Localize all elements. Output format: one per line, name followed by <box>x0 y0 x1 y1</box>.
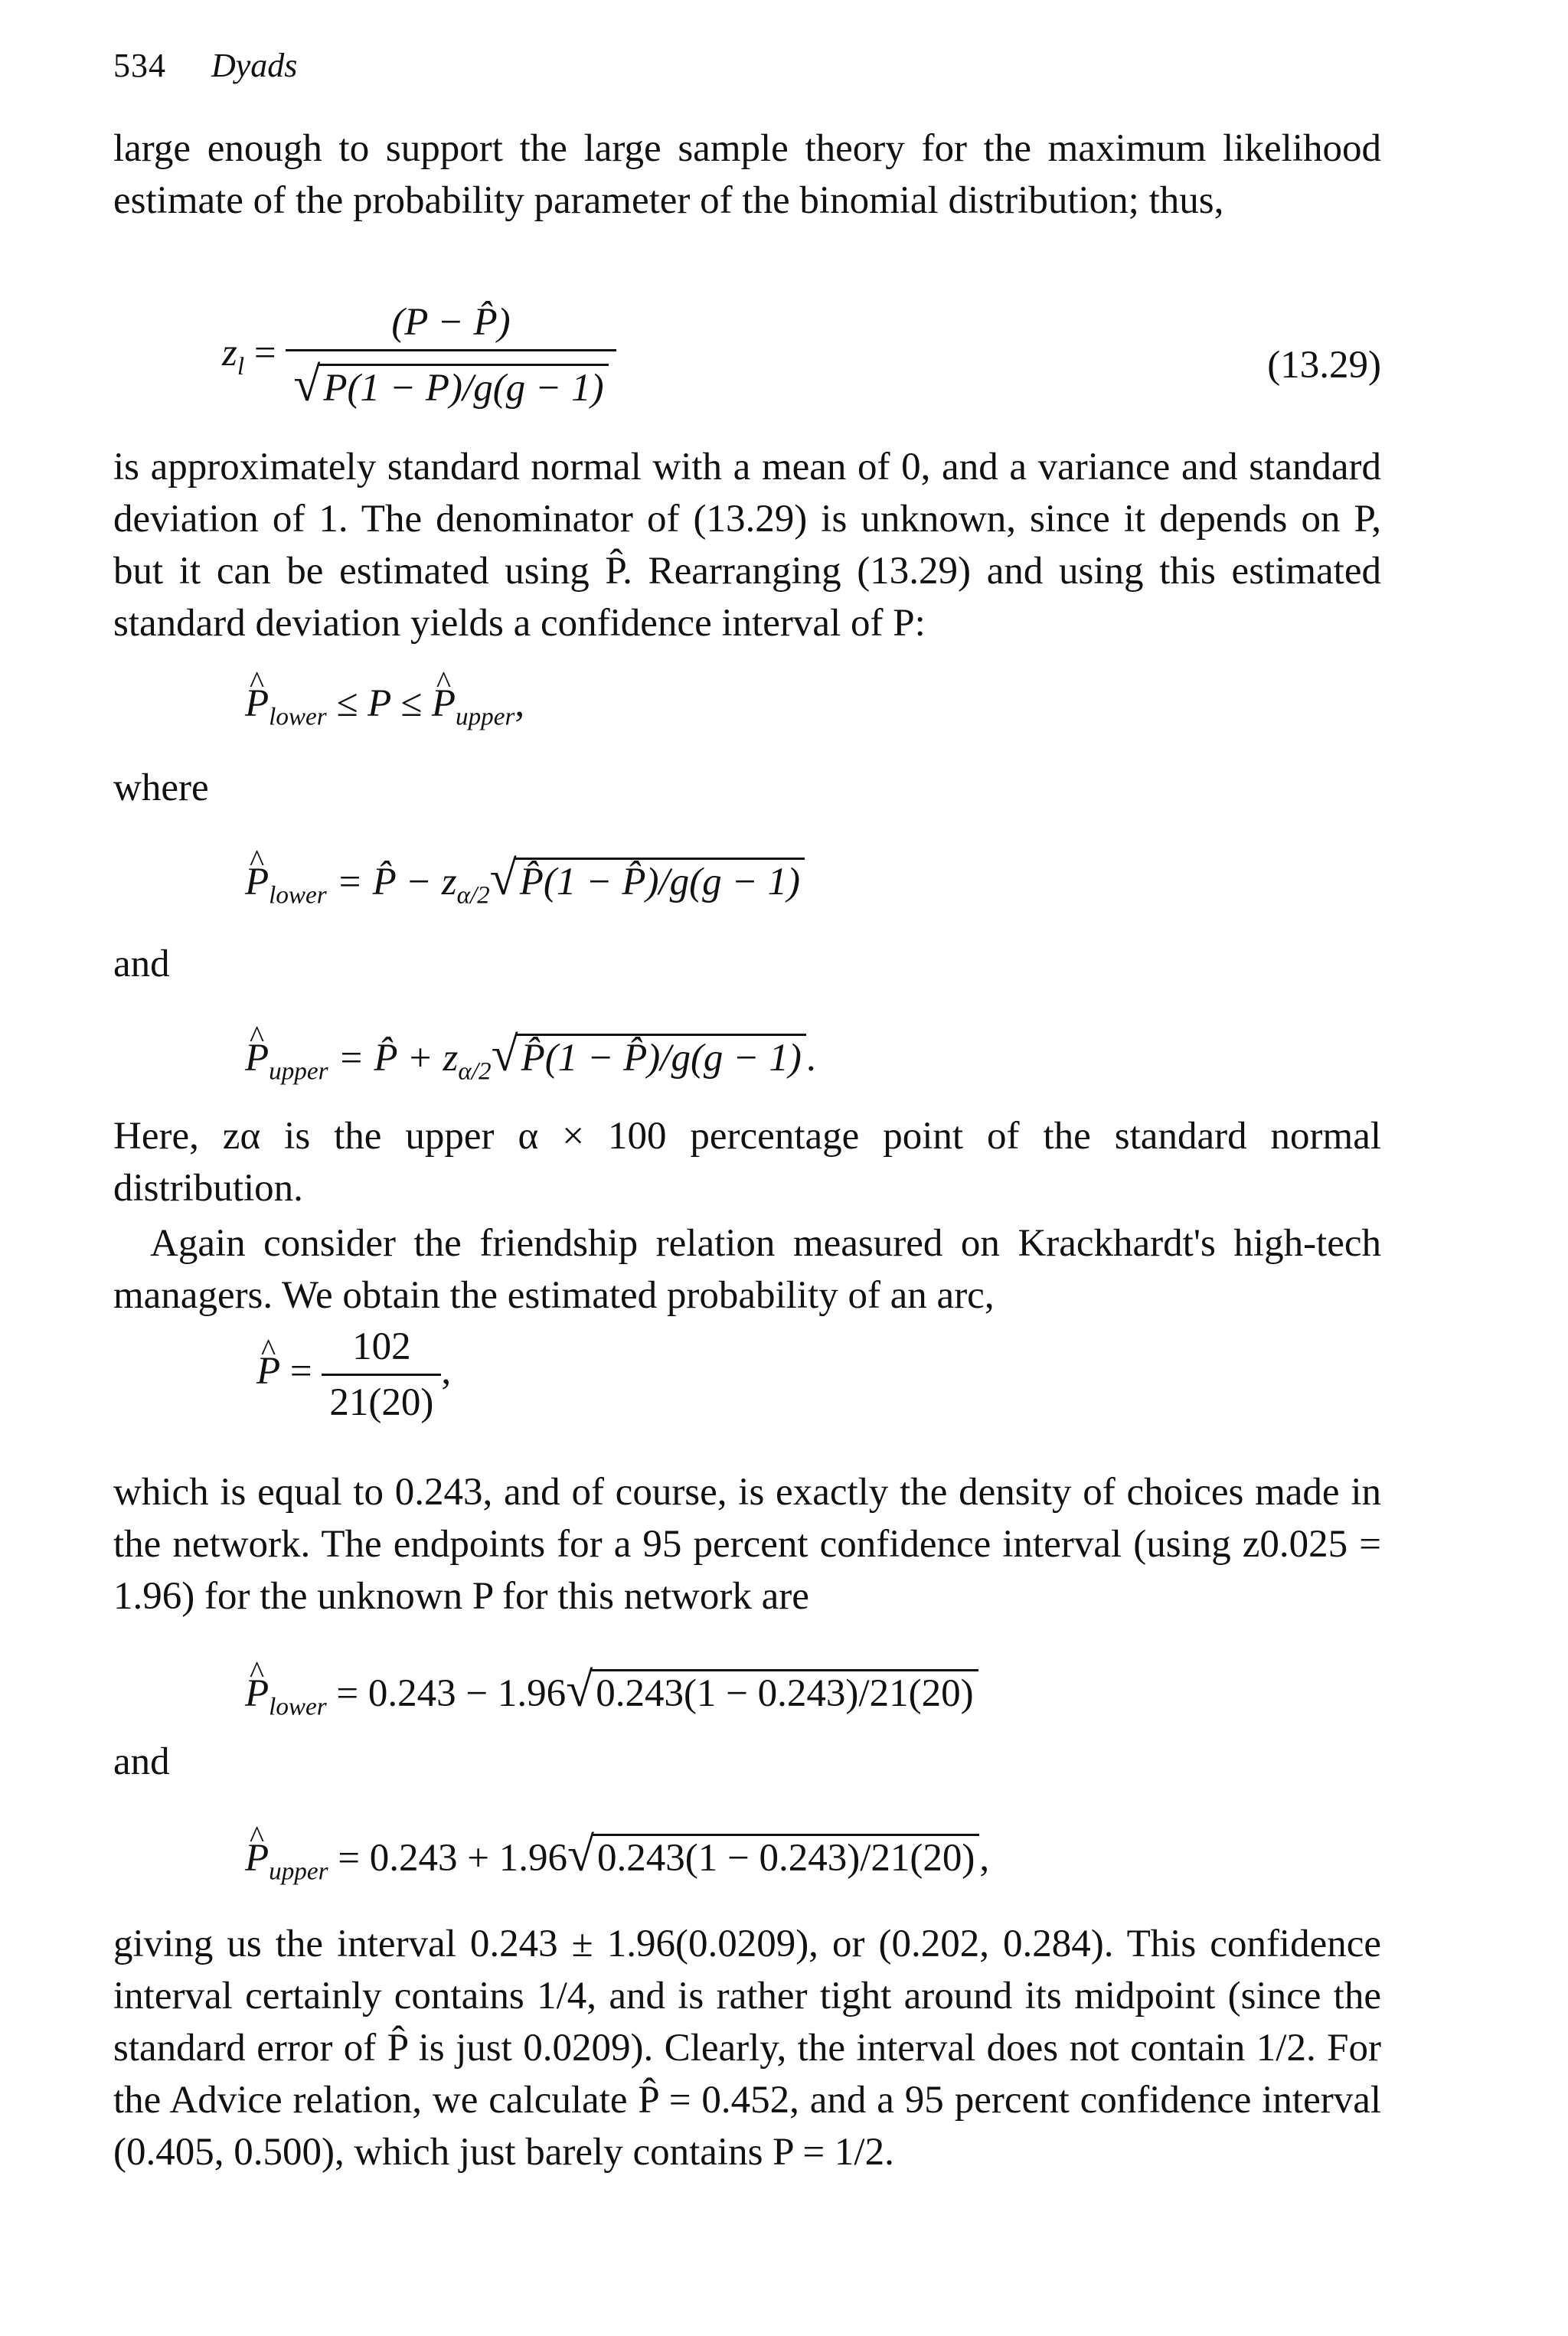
equation-numeric-upper: ^ $P_{upper} = 0.243 + 1.96√0.243(1 - 0.243)/21(20)$ , <box>245 1826 989 1887</box>
equation-p-lower: ^ $P_{lower}$ = P̂ − $z_{\alpha/2}√P̂(1$ − P̂)/g(g − 1) <box>245 850 805 910</box>
running-title: Dyads <box>211 47 298 84</box>
word-and-2: and <box>113 1740 170 1783</box>
page-number: 534 <box>113 47 166 84</box>
equation-p-upper: ^ $P_{upper}$ = P̂ + $z_{\alpha/2}√P̂(1$ − P̂)/g(g − 1) . <box>245 1026 816 1086</box>
page-header <box>113 46 297 85</box>
eq-fraction <box>286 300 616 413</box>
paragraph-3: Here, zα is the upper α × 100 percentage point of the standard normal distribution. <box>113 1115 1381 1210</box>
eq-denominator: √P(1 − P)/g(g − 1) <box>286 351 616 413</box>
equation-p-hat: ^ P = $\frac{102}{21(20)}$ , <box>256 1325 451 1425</box>
inequality-interval: ^ $P_{lower} \le P$ ≤ ^ $P_{upper}$, <box>245 681 524 732</box>
eq-lhs: z <box>222 332 237 375</box>
p-hat-numerator: 102 <box>322 1325 441 1376</box>
paragraph-2: is approximately standard normal with a mean of 0, and a variance and standard deviation of 1. The denominator of (13.29) is unknown, since it depends on P, but it can be estimated using P̂. Rearranging (13.29) and using this estimated standard deviation yields a confidence interval of P: <box>113 446 1381 645</box>
paragraph-6: giving us the interval 0.243 ± 1.96(0.0209), or (0.202, 0.284). This confidence interval certainly contains 1/4, and is rather tight around its midpoint (since the standard error of P̂ is just 0.0209). Clearly, the interval does not contain 1/2. For the Advice relation, we calculate P̂ = 0.452, and a 95 percent confidence interval (0.405, 0.500), which just barely contains P = 1/2. <box>113 1923 1381 2174</box>
word-where: where <box>113 766 209 809</box>
paragraph-4: Again consider the friendship relation measured on Krackhardt's high-tech managers. We obtain the estimated probability of an arc, <box>113 1222 1381 1317</box>
eq-lhs-sub: l <box>237 351 245 381</box>
p-hat-fraction <box>322 1325 441 1425</box>
word-and-1: and <box>113 943 170 985</box>
equation-numeric-lower: ^ $P_{lower} = 0.243 - 1.96√0.243(1 - 0.243)/21(20)$ <box>245 1661 978 1722</box>
paragraph-1: large enough to support the large sample theory for the maximum likelihood estimate of the probability parameter of the binomial distribution; thus, <box>113 127 1381 222</box>
p-hat-denominator: 21(20) <box>329 1381 434 1424</box>
equation-13-29: $z_l$ = $\frac{(P - P̂)}{√P(1 - P)/g(g - 1)}$ <box>222 300 616 413</box>
paragraph-5: which is equal to 0.243, and of course, is exactly the density of choices made in the network. The endpoints for a 95 percent confidence interval (using z0.025 = 1.96) for the unknown P for this network are <box>113 1471 1381 1618</box>
eq-numerator: (P − P̂) <box>286 300 616 351</box>
equation-number: (13.29) <box>1267 344 1381 387</box>
